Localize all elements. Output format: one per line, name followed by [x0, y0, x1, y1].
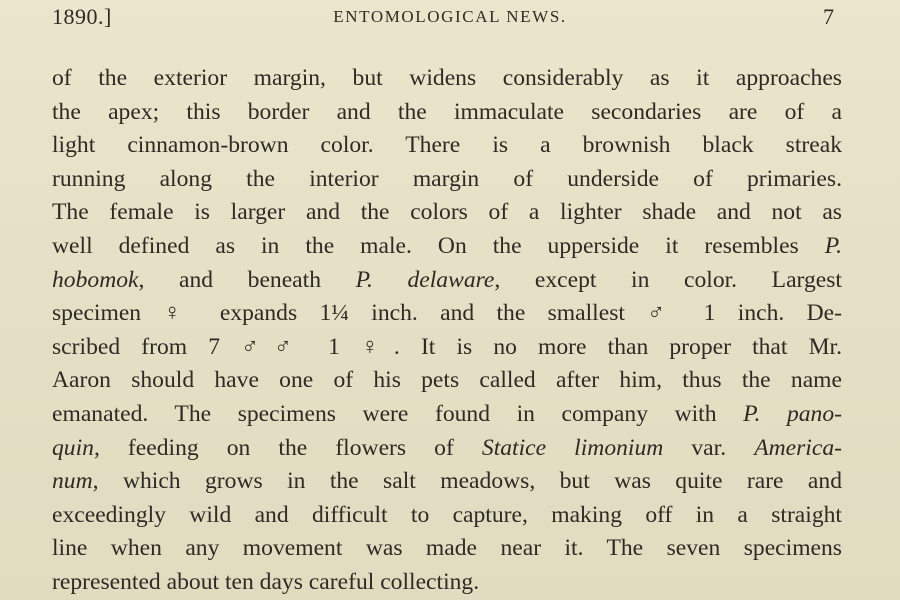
text-line [52, 196, 842, 230]
text-line [52, 566, 842, 600]
text-run: , except in color. Largest [494, 266, 842, 293]
text-line [52, 163, 842, 197]
text-run: exceedingly wild and difficult to capture, making off in a straight [52, 501, 842, 528]
text-line [52, 532, 842, 566]
text-run: scribed from 7 ♂♂ 1 ♀. It is no more than proper that Mr. [52, 333, 842, 360]
italic-text: P. delaware [355, 266, 495, 293]
text-run: , which grows in the salt meadows, but was quite rare and [92, 468, 842, 495]
text-run: , and beneath [138, 266, 356, 293]
text-run: line when any movement was made near it. The seven specimens [52, 535, 842, 562]
header-year: 1890.] [52, 4, 112, 29]
text-run: running along the interior margin of underside of primaries. [52, 165, 842, 192]
text-run: var. [663, 434, 755, 461]
text-line [52, 364, 842, 398]
text-line [52, 129, 842, 163]
text-run: of the exterior margin, but widens considerably as it approaches [52, 65, 842, 91]
italic-text: quin [52, 434, 94, 461]
text-line [52, 96, 842, 130]
italic-text: num [52, 468, 93, 495]
text-run: represented about ten days careful collecting. [52, 568, 480, 595]
text-line [52, 297, 842, 331]
text-line [52, 432, 842, 466]
running-header [0, 4, 900, 34]
body-paragraph [52, 62, 842, 600]
text-run: well defined as in the male. On the upperside it resembles [52, 232, 825, 259]
text-run: specimen ♀ expands 1¼ inch. and the smallest ♂ 1 inch. De- [52, 300, 842, 327]
text-line [52, 499, 842, 533]
text-line [52, 465, 842, 499]
italic-text: Statice limonium [481, 434, 664, 461]
page-number: 7 [823, 4, 834, 29]
text-run: , feeding on the flowers of [93, 434, 482, 461]
text-run: emanated. The specimens were found in company with [52, 400, 744, 427]
text-line [52, 62, 842, 96]
journal-title: ENTOMOLOGICAL NEWS. [333, 7, 567, 26]
text-run: The female is larger and the colors of a lighter shade and not as [52, 199, 842, 226]
text-run: Aaron should have one of his pets called after him, thus the name [52, 367, 842, 394]
italic-text: America- [754, 434, 842, 461]
text-line [52, 230, 842, 264]
text-run: the apex; this border and the immaculate secondaries are of a [52, 98, 842, 125]
italic-text: hobomok [52, 266, 139, 293]
italic-text: P. pano- [743, 400, 842, 427]
text-line [52, 398, 842, 432]
italic-text: P. [824, 232, 842, 259]
text-line [52, 264, 842, 298]
text-run: light cinnamon-brown color. There is a brownish black streak [52, 132, 842, 159]
text-line [52, 331, 842, 365]
